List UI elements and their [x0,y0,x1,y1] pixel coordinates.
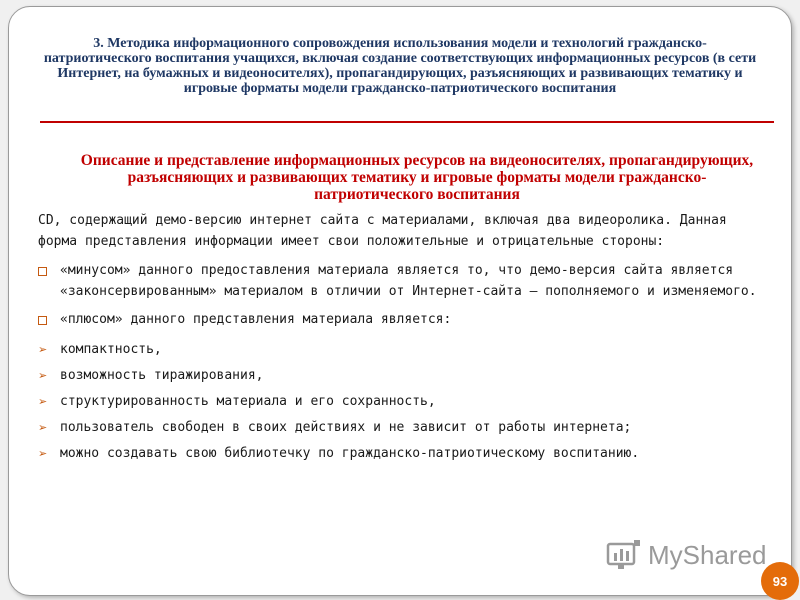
list-item-text: «плюсом» данного представления материала является: [60,312,452,327]
arrow-bullet-icon: ➢ [38,421,48,434]
list-item [38,417,768,438]
myshared-watermark[interactable] [606,538,767,572]
watermark-text: MyShared [648,539,767,570]
list-item-text: «минусом» данного предоставления материала является то, что демо-версия сайта является «законсервированным» материалом в отличии от Интернет-сайта – пополняемого и изменяемого. [60,263,757,299]
myshared-logo-icon [606,538,642,572]
list-item-text: компактность, [60,342,162,357]
list-item [38,309,768,332]
square-bullet-icon [38,260,60,283]
slide-body [38,210,768,469]
list-item [38,339,768,360]
slide-subtitle: Описание и представление информационных ресурсов на видеоносителях, пропагандирующих, разъясняющих и развивающих тематику и игровые форматы модели гражданско-патриотического воспитания [80,152,754,203]
arrow-bullet-icon: ➢ [38,395,48,408]
intro-paragraph: CD, содержащий демо-версию интернет сайта с материалами, включая два видеоролика. Данная форма представления информации имеет свои положительные и отрицательные стороны: [38,213,727,249]
list-item-text: возможность тиражирования, [60,368,264,383]
page-number-badge: 93 [761,562,799,600]
list-item [38,391,768,412]
title-divider [40,121,774,123]
square-bullet-icon [38,309,60,332]
list-item [38,260,768,302]
list-item-text: структурированность материала и его сохранность, [60,394,436,409]
arrow-bullet-icon: ➢ [38,343,48,356]
slide-title: 3. Методика информационного сопровождения использования модели и технологий гражданско-патриотического воспитания учащихся, включая создание соответствующих информационных ресурсов (в сети Интернет, на бумажных и видеоносителях), пропагандирующих, разъясняющих и развивающих тематику и игровые форматы модели гражданско-патриотического воспитания [43,36,757,96]
arrow-bullet-icon: ➢ [38,447,48,460]
list-item-text: можно создавать свою библиотечку по гражданско-патриотическому воспитанию. [60,446,640,461]
list-item [38,365,768,386]
list-item-text: пользователь свободен в своих действиях и не зависит от работы интернета; [60,420,632,435]
arrow-bullet-icon: ➢ [38,369,48,382]
list-item [38,443,768,464]
